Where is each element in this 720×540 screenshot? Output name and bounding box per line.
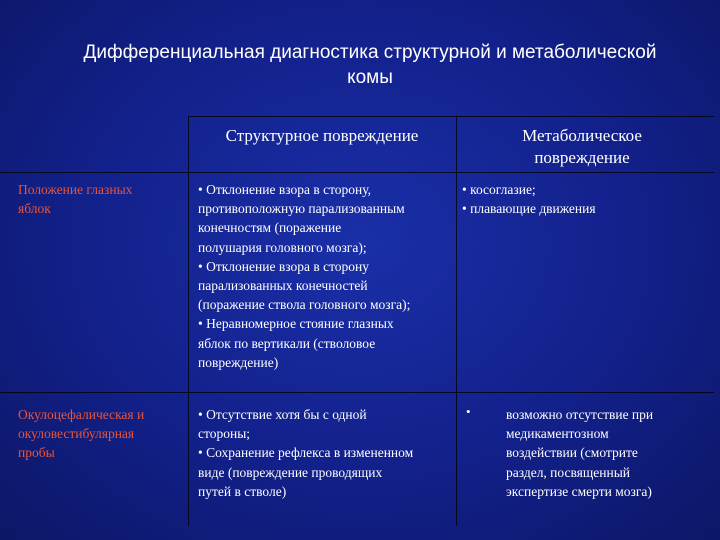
cell-oculocephalic-metabolic xyxy=(506,405,653,501)
slide-title xyxy=(40,40,700,90)
cell-line: возможно отсутствие при xyxy=(506,407,654,422)
cell-line: стороны; xyxy=(198,426,251,442)
cell-line: повреждение) xyxy=(198,354,279,370)
header-metabolic xyxy=(456,125,708,169)
header-metabolic-line-2: повреждение xyxy=(534,148,630,167)
cell-line: воздействии (смотрите xyxy=(506,445,638,461)
row-label-line: окуловестибулярная xyxy=(18,426,135,441)
row-divider xyxy=(0,392,714,393)
cell-line: • Отклонение взора в сторону, xyxy=(198,182,372,197)
row-label-line: Окулоцефалическая и xyxy=(18,407,145,422)
row-label-line: пробы xyxy=(18,445,55,460)
row-label-line: яблок xyxy=(18,201,51,216)
cell-line: виде (повреждение проводящих xyxy=(198,464,383,480)
cell-line: противоположную парализованным xyxy=(198,201,405,217)
row-label-oculocephalic xyxy=(18,405,144,462)
cell-line: яблок по вертикали (стволовое xyxy=(198,335,376,351)
column-divider-1 xyxy=(188,116,189,526)
slide-title-line-1: Дифференциальная диагностика структурной и метаболической xyxy=(83,42,657,63)
cell-line: • плавающие движения xyxy=(462,201,596,217)
cell-line: • косоглазие; xyxy=(462,182,536,197)
cell-line: • Сохранение рефлекса в измененном xyxy=(198,445,414,461)
cell-line: полушария головного мозга); xyxy=(198,239,367,255)
cell-oculocephalic-structural xyxy=(198,405,413,501)
cell-line: конечностям (поражение xyxy=(198,220,342,236)
cell-line: путей в стволе) xyxy=(198,483,287,499)
cell-line: медикаментозном xyxy=(506,426,609,442)
cell-eye-position-structural xyxy=(198,180,410,372)
cell-line: • Отклонение взора в сторону xyxy=(198,258,370,274)
cell-line: • Отсутствие хотя бы с одной xyxy=(198,407,367,422)
header-bottom-border xyxy=(0,172,714,173)
cell-eye-position-metabolic xyxy=(462,180,596,218)
cell-line: парализованных конечностей xyxy=(198,278,368,294)
header-metabolic-line-1: Метаболическое xyxy=(522,126,642,145)
row-label-eye-position xyxy=(18,180,132,218)
cell-line: (поражение ствола головного мозга); xyxy=(198,297,411,313)
cell-line: экспертизе смерти мозга) xyxy=(506,483,652,499)
row-label-line: Положение глазных xyxy=(18,182,133,197)
header-structural xyxy=(188,125,456,147)
header-structural-label: Структурное повреждение xyxy=(225,126,419,145)
cell-line: раздел, посвященный xyxy=(506,464,631,480)
slide-title-line-2: комы xyxy=(347,67,393,88)
cell-line: • Неравномерное стояние глазных xyxy=(198,316,394,332)
column-divider-2 xyxy=(456,116,457,526)
table-top-border xyxy=(188,116,714,117)
bullet-icon: • xyxy=(466,404,471,419)
